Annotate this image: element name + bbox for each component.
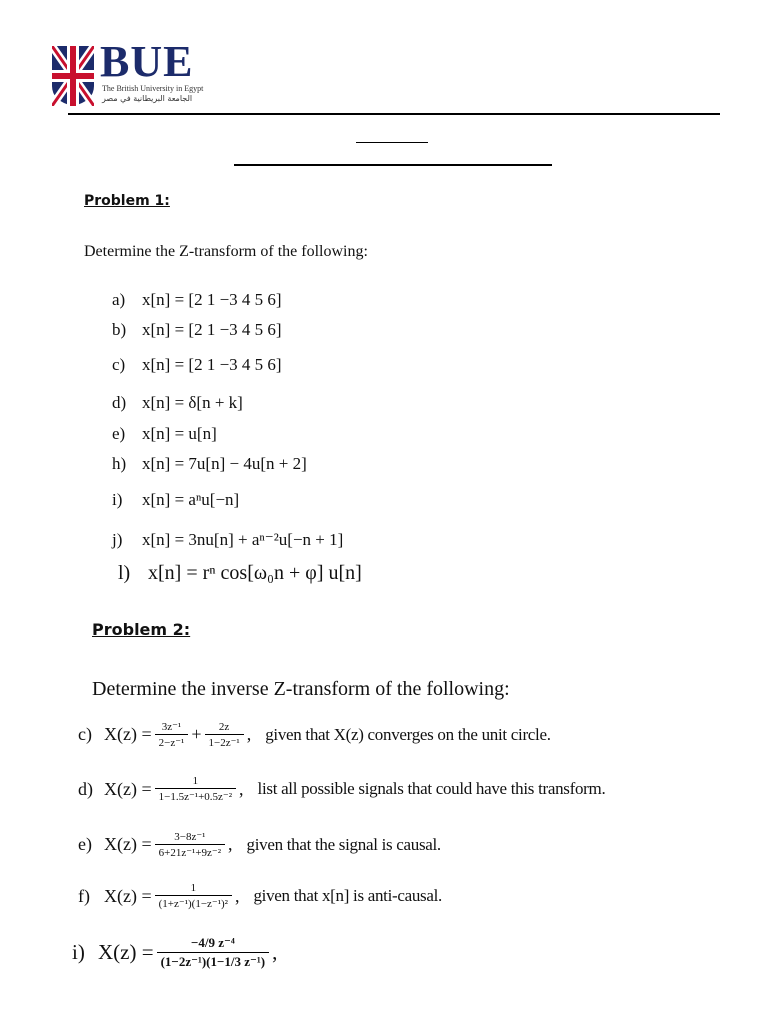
item-expression <box>104 720 251 749</box>
comma: , <box>272 940 278 964</box>
comma: , <box>239 778 244 799</box>
denominator: 2−z⁻¹ <box>155 734 189 749</box>
denominator: (1−2z⁻¹)(1−1/3 z⁻¹) <box>157 952 270 970</box>
problem1-item <box>112 454 307 474</box>
numerator: 3−8z⁻¹ <box>174 831 206 843</box>
lhs: X(z) = <box>104 724 152 744</box>
denominator: (1+z⁻¹)(1−z⁻¹)² <box>155 895 232 910</box>
comma: , <box>246 724 252 744</box>
item-note: given that X(z) converges on the unit circle. <box>265 724 551 744</box>
header-divider <box>68 113 720 115</box>
problem1-item <box>112 290 282 310</box>
item-label: j) <box>112 530 123 549</box>
problem1-item <box>112 355 282 375</box>
comma: , <box>228 834 233 854</box>
problem1-item <box>112 424 217 444</box>
item-label: d) <box>112 393 127 412</box>
fraction <box>155 830 225 859</box>
item-label: i) <box>72 940 85 964</box>
item-expression <box>104 830 233 859</box>
item-label: b) <box>112 320 127 339</box>
fraction <box>157 935 270 970</box>
item-expression: x[n] = u[n] <box>142 424 217 443</box>
union-jack-shield-icon <box>52 46 94 106</box>
item-label: c) <box>78 724 92 744</box>
problem2-item <box>78 720 551 749</box>
fraction <box>155 775 236 803</box>
denominator: 6+21z⁻¹+9z⁻² <box>155 844 225 859</box>
item-label: i) <box>112 490 123 509</box>
problem2-item <box>72 935 277 970</box>
item-expression <box>98 935 277 970</box>
blank-line-short <box>356 142 428 143</box>
fraction <box>155 882 232 910</box>
blank-line-long <box>234 164 552 166</box>
denominator: 1−2z⁻¹ <box>205 734 244 749</box>
problem1-item <box>118 562 362 585</box>
problem2-intro: Determine the inverse Z-transform of the following: <box>92 678 510 700</box>
item-label: e) <box>78 834 92 854</box>
logo-wordmark: BUE <box>100 37 194 86</box>
item-expression <box>104 775 244 803</box>
lhs: X(z) = <box>104 778 152 799</box>
bue-logo <box>52 37 222 110</box>
problem2-item <box>78 830 441 859</box>
problem1-item <box>112 490 239 510</box>
item-note: given that x[n] is anti-causal. <box>253 886 442 905</box>
problem2-item <box>78 775 605 803</box>
fraction <box>205 721 244 749</box>
fraction <box>155 720 189 749</box>
plus-sign: + <box>191 724 202 744</box>
item-expression: x[n] = δ[n + k] <box>142 393 243 412</box>
numerator: 3z⁻¹ <box>161 721 182 733</box>
item-label: l) <box>118 562 131 584</box>
item-expression: x[n] = 3nu[n] + aⁿ⁻²u[−n + 1] <box>142 530 344 549</box>
item-expression: x[n] = [2 1 −3 4 5 6] <box>142 320 282 339</box>
item-label: d) <box>78 778 93 799</box>
lhs: X(z) = <box>104 885 152 906</box>
problem1-item <box>112 320 282 340</box>
lhs: X(z) = <box>104 834 152 854</box>
numerator: 1 <box>192 775 199 787</box>
logo-subtitle-en: The British University in Egypt <box>102 84 204 93</box>
item-label: h) <box>112 454 127 473</box>
problem1-item <box>112 393 243 413</box>
item-label: a) <box>112 290 126 309</box>
numerator: 1 <box>190 882 197 894</box>
problem2-title: Problem 2: <box>92 620 191 639</box>
item-note: list all possible signals that could have this transform. <box>257 779 606 798</box>
item-expression: x[n] = [2 1 −3 4 5 6] <box>142 290 282 309</box>
problem1-title: Problem 1: <box>84 193 170 209</box>
item-label: f) <box>78 885 90 906</box>
item-expression <box>104 882 239 910</box>
item-label: c) <box>112 355 126 374</box>
logo-subtitle-ar: الجامعة البريطانية في مصر <box>102 94 193 103</box>
numerator: −4/9 z⁻⁴ <box>190 935 235 950</box>
item-expression: x[n] = 7u[n] − 4u[n + 2] <box>142 454 307 473</box>
problem1-intro: Determine the Z-transform of the following: <box>84 243 368 260</box>
comma: , <box>234 885 240 906</box>
item-expression: x[n] = rⁿ cos[ω₀n + φ] u[n] <box>148 562 362 584</box>
item-note: given that the signal is causal. <box>246 834 441 854</box>
numerator: 2z <box>218 720 230 733</box>
denominator: 1−1.5z⁻¹+0.5z⁻² <box>155 788 236 803</box>
problem2-item <box>78 882 442 910</box>
item-expression: x[n] = aⁿu[−n] <box>142 490 240 509</box>
item-expression: x[n] = [2 1 −3 4 5 6] <box>142 355 282 374</box>
problem1-item <box>112 530 343 550</box>
lhs: X(z) = <box>98 940 154 964</box>
item-label: e) <box>112 424 126 443</box>
